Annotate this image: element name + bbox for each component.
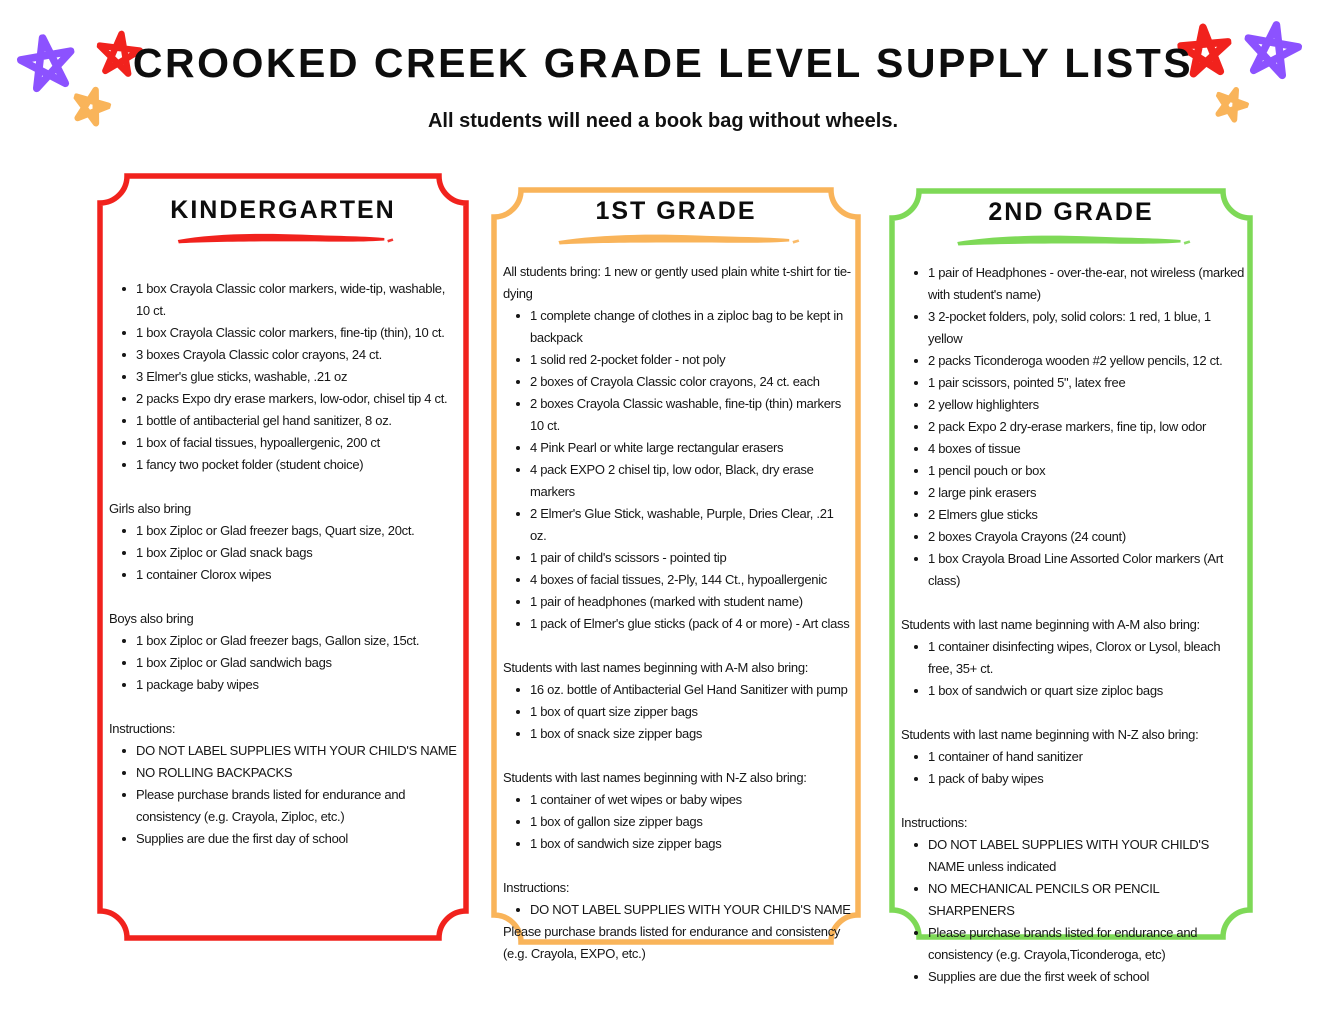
- supply-item: [109, 344, 460, 366]
- supply-item: [901, 482, 1244, 504]
- supply-item-text: 2 Elmers glue sticks: [928, 507, 1038, 522]
- supply-item-text: 3 Elmer's glue sticks, washable, .21 oz: [136, 369, 348, 384]
- bullet-icon: [914, 931, 918, 935]
- bullet-icon: [914, 975, 918, 979]
- supply-item-text: 1 pair of child's scissors - pointed tip: [530, 550, 727, 565]
- supply-item-text: DO NOT LABEL SUPPLIES WITH YOUR CHILD'S NAME: [136, 743, 457, 758]
- supply-item: [503, 591, 852, 613]
- supply-item: [901, 504, 1244, 526]
- bullet-icon: [914, 887, 918, 891]
- supply-item: [901, 768, 1244, 790]
- supply-item-text: 2 packs Expo dry erase markers, low-odor, chisel tip 4 ct.: [136, 391, 448, 406]
- supply-item: [901, 526, 1244, 548]
- bullet-icon: [516, 556, 520, 560]
- bullet-icon: [516, 358, 520, 362]
- bullet-icon: [516, 600, 520, 604]
- supply-item: [109, 278, 460, 322]
- supply-item-text: DO NOT LABEL SUPPLIES WITH YOUR CHILD'S NAME: [530, 902, 851, 917]
- section-label: Girls also bring: [109, 501, 191, 516]
- supply-item: [503, 833, 852, 855]
- supply-item: [901, 306, 1244, 350]
- bullet-icon: [914, 447, 918, 451]
- card-title: 2ND GRADE: [988, 198, 1154, 226]
- bullet-icon: [122, 573, 126, 577]
- bullet-icon: [914, 645, 918, 649]
- supply-item: [901, 548, 1244, 592]
- supply-item-text: 1 box of gallon size zipper bags: [530, 814, 703, 829]
- section-label: Students with last names beginning with A-M also bring:: [503, 660, 809, 675]
- bullet-icon: [914, 403, 918, 407]
- page-subtitle: All students will need a book bag without wheels.: [427, 110, 899, 132]
- bullet-icon: [122, 749, 126, 753]
- supply-item-text: NO ROLLING BACKPACKS: [136, 765, 293, 780]
- supply-item: [109, 784, 460, 828]
- crayon-underline-icon: [552, 231, 800, 249]
- supply-item-text: 1 pair of Headphones - over-the-ear, not wireless (marked with student's name): [928, 265, 1245, 302]
- supply-item-text: 2 Elmer's Glue Stick, washable, Purple, Dries Clear, .21 oz.: [530, 506, 834, 543]
- card-kindergarten: [96, 172, 470, 942]
- supply-item: [109, 388, 460, 410]
- supply-item: [503, 459, 852, 503]
- supply-item: [901, 372, 1244, 394]
- supply-item: [109, 542, 460, 564]
- supply-item-text: 1 container Clorox wipes: [136, 567, 272, 582]
- supply-item-text: 1 fancy two pocket folder (student choice): [136, 457, 364, 472]
- bullet-icon: [516, 820, 520, 824]
- bullet-icon: [516, 622, 520, 626]
- supply-item: [503, 613, 852, 635]
- supply-section: [503, 261, 852, 635]
- section-label: All students bring: 1 new or gently used plain white t-shirt for tie-dying: [503, 264, 851, 301]
- supply-item: [901, 460, 1244, 482]
- supply-item-text: 4 boxes of facial tissues, 2-Ply, 144 Ct., hypoallergenic: [530, 572, 827, 587]
- supply-item: [503, 569, 852, 591]
- supply-item-text: 1 box of facial tissues, hypoallergenic, 200 ct: [136, 435, 380, 450]
- bullet-icon: [122, 353, 126, 357]
- supply-item: [901, 746, 1244, 768]
- supply-item-text: 1 solid red 2-pocket folder - not poly: [530, 352, 726, 367]
- supply-item-text: 1 container of wet wipes or baby wipes: [530, 792, 742, 807]
- bullet-icon: [914, 359, 918, 363]
- supply-item-text: 1 container disinfecting wipes, Clorox or Lysol, bleach free, 35+ ct.: [928, 639, 1221, 676]
- supply-section: [901, 724, 1244, 790]
- supply-item-text: 1 pair of headphones (marked with student name): [530, 594, 803, 609]
- bullet-icon: [122, 441, 126, 445]
- supply-item-text: 3 2-pocket folders, poly, solid colors: 1 red, 1 blue, 1 yellow: [928, 309, 1211, 346]
- section-label: Instructions:: [901, 815, 968, 830]
- supply-item: [109, 828, 460, 850]
- supply-item: [503, 723, 852, 745]
- bullet-icon: [914, 513, 918, 517]
- supply-item: [109, 432, 460, 454]
- bullet-icon: [914, 315, 918, 319]
- bullet-icon: [122, 837, 126, 841]
- supply-item-text: NO MECHANICAL PENCILS OR PENCIL SHARPENERS: [928, 881, 1160, 918]
- supply-item: [503, 371, 852, 393]
- supply-item: [503, 305, 852, 349]
- supply-item: [109, 630, 460, 652]
- page-title: CROOKED CREEK GRADE LEVEL SUPPLY LISTS: [132, 40, 1194, 86]
- supply-item: [503, 437, 852, 459]
- supply-item: [109, 674, 460, 696]
- supply-item: [503, 679, 852, 701]
- supply-item: [901, 922, 1244, 966]
- supply-item: [503, 547, 852, 569]
- supply-item: [109, 454, 460, 476]
- section-footer: Please purchase brands listed for endurance and consistency (e.g. Crayola, EXPO, etc.): [503, 924, 841, 961]
- bullet-icon: [516, 446, 520, 450]
- supply-item-text: 1 box of sandwich size zipper bags: [530, 836, 722, 851]
- bullet-icon: [122, 419, 126, 423]
- bullet-icon: [516, 732, 520, 736]
- supply-item-text: 2 yellow highlighters: [928, 397, 1039, 412]
- bullet-icon: [122, 639, 126, 643]
- supply-item-text: 4 pack EXPO 2 chisel tip, low odor, Black, dry erase markers: [530, 462, 814, 499]
- section-label: Instructions:: [503, 880, 570, 895]
- supply-item: [109, 520, 460, 542]
- supply-item-text: 1 bottle of antibacterial gel hand sanitizer, 8 oz.: [136, 413, 392, 428]
- supply-section: [503, 657, 852, 745]
- supply-section: [503, 877, 852, 965]
- bullet-icon: [516, 468, 520, 472]
- section-label: Boys also bring: [109, 611, 194, 626]
- supply-item: [109, 762, 460, 784]
- supply-section: [109, 278, 460, 476]
- bullet-icon: [516, 688, 520, 692]
- bullet-icon: [516, 380, 520, 384]
- bullet-icon: [914, 843, 918, 847]
- bullet-icon: [122, 331, 126, 335]
- supply-item-text: 1 box Ziploc or Glad freezer bags, Quart size, 20ct.: [136, 523, 415, 538]
- supply-item: [109, 410, 460, 432]
- supply-item: [109, 652, 460, 674]
- supply-item: [503, 503, 852, 547]
- supply-item: [109, 322, 460, 344]
- supply-item-text: 1 box of quart size zipper bags: [530, 704, 698, 719]
- supply-item: [109, 740, 460, 762]
- bullet-icon: [122, 793, 126, 797]
- bullet-icon: [122, 551, 126, 555]
- bullet-icon: [516, 314, 520, 318]
- supply-section: [109, 608, 460, 696]
- supply-item-text: 4 boxes of tissue: [928, 441, 1021, 456]
- supply-section: [503, 767, 852, 855]
- bullet-icon: [516, 710, 520, 714]
- supply-item: [109, 564, 460, 586]
- supply-item-text: 2 boxes Crayola Classic washable, fine-tip (thin) markers 10 ct.: [530, 396, 841, 433]
- supply-item: [503, 789, 852, 811]
- supply-item: [503, 701, 852, 723]
- supply-item-text: 2 large pink erasers: [928, 485, 1037, 500]
- supply-item: [901, 262, 1244, 306]
- supply-section: [109, 498, 460, 586]
- bullet-icon: [914, 755, 918, 759]
- bullet-icon: [914, 777, 918, 781]
- bullet-icon: [914, 689, 918, 693]
- supply-item-text: 1 box Crayola Classic color markers, fine-tip (thin), 10 ct.: [136, 325, 445, 340]
- bullet-icon: [516, 402, 520, 406]
- supply-item: [503, 899, 852, 921]
- supply-item-text: 1 pack of baby wipes: [928, 771, 1044, 786]
- supply-item-text: 1 container of hand sanitizer: [928, 749, 1083, 764]
- supply-item-text: 2 boxes Crayola Crayons (24 count): [928, 529, 1126, 544]
- bullet-icon: [914, 469, 918, 473]
- card-content: [96, 248, 470, 850]
- supply-item: [503, 393, 852, 437]
- supply-item-text: 1 box Crayola Broad Line Assorted Color markers (Art class): [928, 551, 1224, 588]
- bullet-icon: [122, 529, 126, 533]
- bullet-icon: [122, 683, 126, 687]
- bullet-icon: [914, 271, 918, 275]
- bullet-icon: [914, 381, 918, 385]
- supply-item: [901, 878, 1244, 922]
- supply-item-text: Supplies are due the first week of school: [928, 969, 1150, 984]
- bullet-icon: [122, 771, 126, 775]
- supply-item: [901, 680, 1244, 702]
- card-title: 1ST GRADE: [595, 197, 757, 225]
- supply-item-text: 4 Pink Pearl or white large rectangular erasers: [530, 440, 784, 455]
- supply-item-text: 1 box Ziploc or Glad sandwich bags: [136, 655, 332, 670]
- card-content: [888, 250, 1254, 988]
- supply-item-text: 1 complete change of clothes in a ziploc bag to be kept in backpack: [530, 308, 843, 345]
- bullet-icon: [122, 287, 126, 291]
- section-label: Instructions:: [109, 721, 176, 736]
- bullet-icon: [914, 425, 918, 429]
- supply-item-text: 1 pair scissors, pointed 5", latex free: [928, 375, 1126, 390]
- supply-item: [901, 438, 1244, 460]
- crayon-underline-icon: [951, 232, 1191, 250]
- supply-item-text: 2 boxes of Crayola Classic color crayons, 24 ct. each: [530, 374, 820, 389]
- supply-item: [109, 366, 460, 388]
- supply-item: [901, 834, 1244, 878]
- section-label: Students with last names beginning with N-Z also bring:: [503, 770, 807, 785]
- supply-section: [901, 812, 1244, 988]
- supply-item-text: 3 boxes Crayola Classic color crayons, 24 ct.: [136, 347, 382, 362]
- supply-item-text: 1 pencil pouch or box: [928, 463, 1046, 478]
- bullet-icon: [122, 661, 126, 665]
- crayon-underline-icon: [172, 230, 394, 248]
- section-label: Students with last name beginning with A-M also bring:: [901, 617, 1200, 632]
- supply-item-text: Please purchase brands listed for endurance and consistency (e.g. Crayola, Ziploc, etc.): [136, 787, 406, 824]
- supply-item-text: 1 box Ziploc or Glad freezer bags, Gallon size, 15ct.: [136, 633, 420, 648]
- bullet-icon: [516, 798, 520, 802]
- supply-item: [901, 636, 1244, 680]
- supply-item-text: 16 oz. bottle of Antibacterial Gel Hand Sanitizer with pump: [530, 682, 848, 697]
- bullet-icon: [914, 535, 918, 539]
- supply-section: [109, 718, 460, 850]
- bullet-icon: [914, 491, 918, 495]
- supply-item-text: 1 box Ziploc or Glad snack bags: [136, 545, 313, 560]
- supply-item: [901, 966, 1244, 988]
- supply-item: [503, 349, 852, 371]
- supply-item: [503, 811, 852, 833]
- bullet-icon: [914, 557, 918, 561]
- supply-item: [901, 350, 1244, 372]
- card-content: [490, 249, 862, 965]
- bullet-icon: [122, 463, 126, 467]
- supply-item-text: 1 pack of Elmer's glue sticks (pack of 4 or more) - Art class: [530, 616, 850, 631]
- supply-item-text: 1 package baby wipes: [136, 677, 259, 692]
- supply-item-text: 1 box Crayola Classic color markers, wide-tip, washable, 10 ct.: [136, 281, 446, 318]
- card-title: KINDERGARTEN: [170, 196, 396, 224]
- card-1st-grade: [490, 186, 862, 961]
- bullet-icon: [516, 578, 520, 582]
- supply-item: [901, 394, 1244, 416]
- bullet-icon: [122, 375, 126, 379]
- bullet-icon: [516, 842, 520, 846]
- section-label: Students with last name beginning with N-Z also bring:: [901, 727, 1199, 742]
- supply-item-text: 2 pack Expo 2 dry-erase markers, fine tip, low odor: [928, 419, 1207, 434]
- supply-item-text: Supplies are due the first day of school: [136, 831, 349, 846]
- supply-item: [901, 416, 1244, 438]
- supply-item-text: DO NOT LABEL SUPPLIES WITH YOUR CHILD'S NAME unless indicated: [928, 837, 1209, 874]
- supply-item-text: 2 packs Ticonderoga wooden #2 yellow pencils, 12 ct.: [928, 353, 1223, 368]
- supply-section: [901, 614, 1244, 702]
- supply-item-text: 1 box of snack size zipper bags: [530, 726, 703, 741]
- bullet-icon: [516, 908, 520, 912]
- card-2nd-grade: [888, 187, 1254, 984]
- supply-item-text: Please purchase brands listed for endurance and consistency (e.g. Crayola,Ticonderoga, etc): [928, 925, 1198, 962]
- bullet-icon: [122, 397, 126, 401]
- supply-item-text: 1 box of sandwich or quart size ziploc bags: [928, 683, 1163, 698]
- bullet-icon: [516, 512, 520, 516]
- supply-section: [901, 262, 1244, 592]
